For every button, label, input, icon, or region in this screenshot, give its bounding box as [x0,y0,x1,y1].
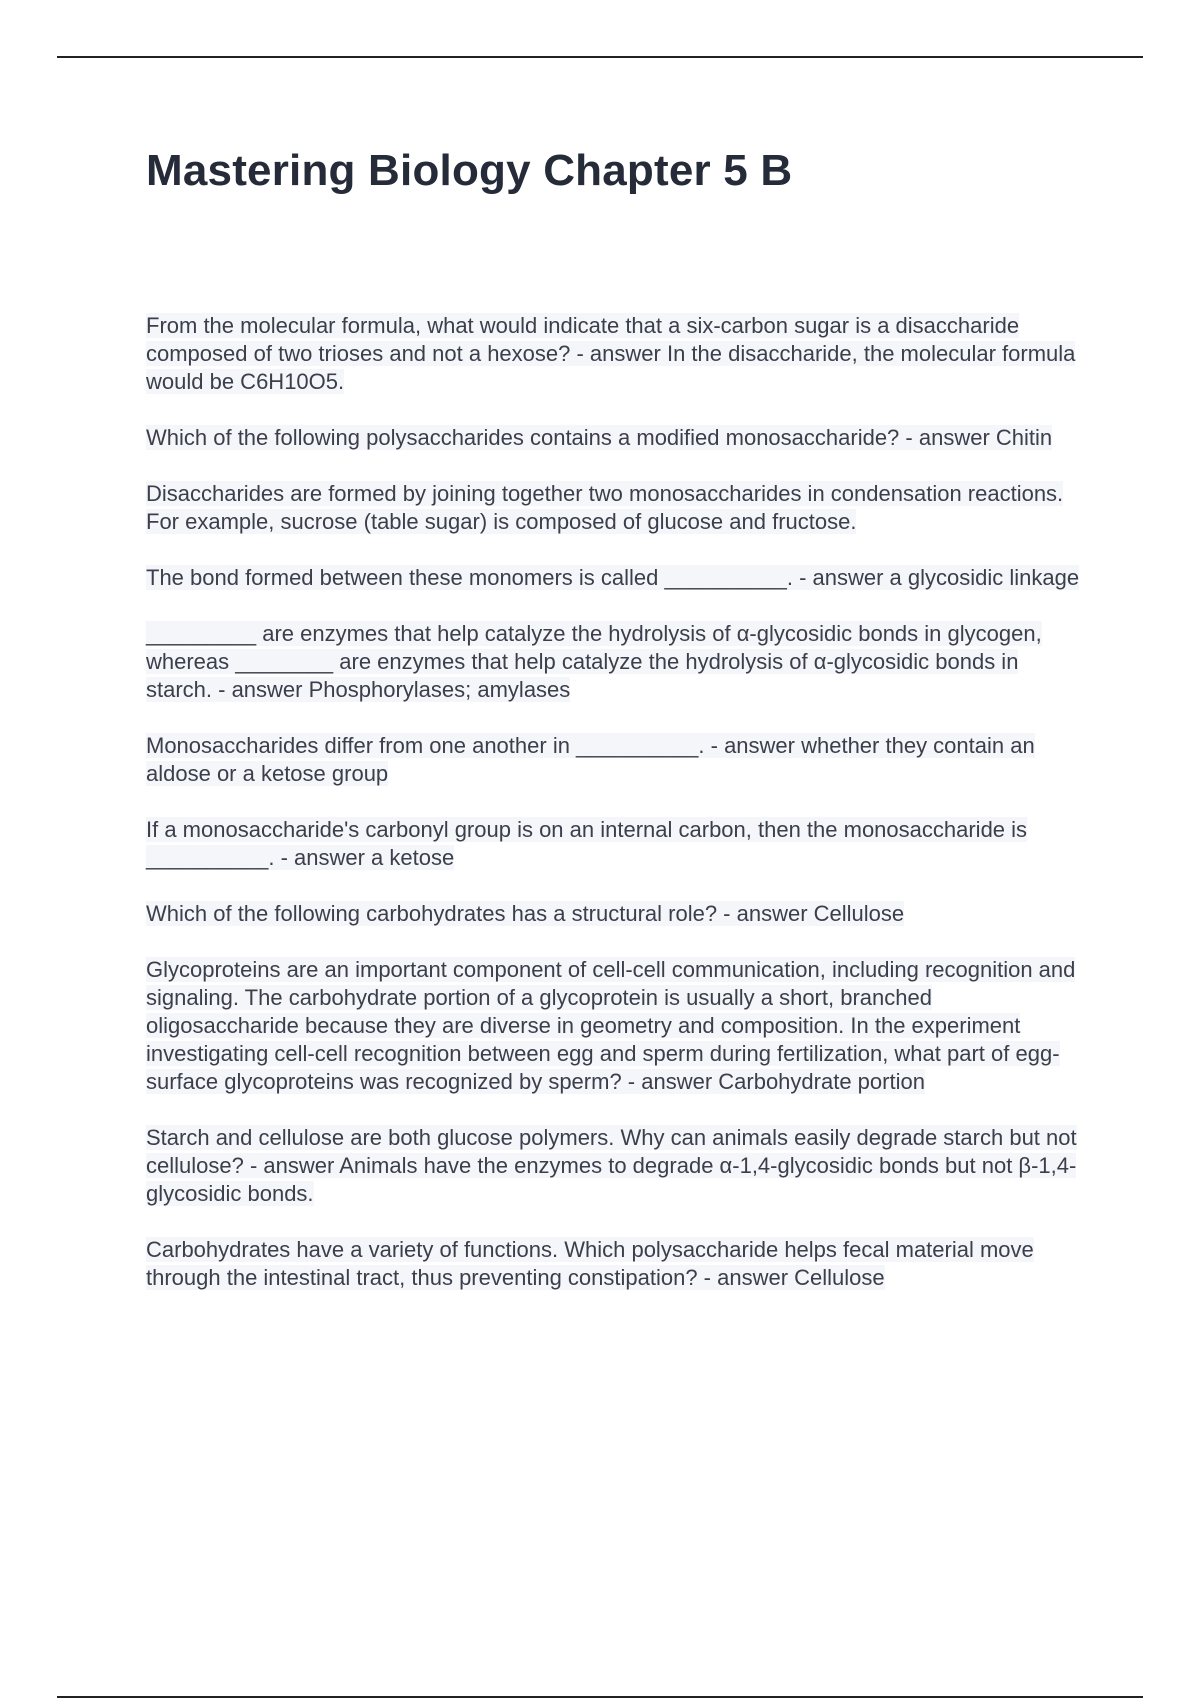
qa-text: If a monosaccharide's carbonyl group is on an internal carbon, then the monosaccharide is __________. - answer a ketose [146,817,1028,870]
qa-item [146,564,1086,592]
qa-text: Monosaccharides differ from one another in __________. - answer whether they contain an aldose or a ketose group [146,733,1035,786]
qa-item [146,620,1086,704]
qa-text: _________ are enzymes that help catalyze the hydrolysis of α-glycosidic bonds in glycogen, whereas ________ are enzymes that help catalyze the hydrolysis of α-glycosidic bonds in starch. - answer Phosphorylases; amylases [146,621,1042,702]
bottom-rule [57,1696,1143,1698]
qa-text: Carbohydrates have a variety of functions. Which polysaccharide helps fecal material move through the intestinal tract, thus preventing constipation? - answer Cellulose [146,1237,1034,1290]
qa-item [146,816,1086,872]
qa-text: Starch and cellulose are both glucose polymers. Why can animals easily degrade starch but not cellulose? - answer Animals have the enzymes to degrade α-1,4-glycosidic bonds but not β-1,4-glycosidic bonds. [146,1125,1077,1206]
qa-item [146,956,1086,1096]
qa-text: The bond formed between these monomers is called __________. - answer a glycosidic linkage [146,565,1080,590]
top-rule [57,56,1143,58]
qa-item [146,900,1086,928]
page-title: Mastering Biology Chapter 5 B [146,146,793,195]
qa-list [146,312,1086,1320]
qa-item [146,424,1086,452]
qa-item [146,732,1086,788]
qa-text: Glycoproteins are an important component of cell-cell communication, including recognition and signaling. The carbohydrate portion of a glycoprotein is usually a short, branched oligosaccharide because they are diverse in geometry and composition. In the experiment investigating cell-cell recognition between egg and sperm during fertilization, what part of egg-surface glycoproteins was recognized by sperm? - answer Carbohydrate portion [146,957,1076,1094]
qa-text: Which of the following polysaccharides contains a modified monosaccharide? - answer Chitin [146,425,1053,450]
qa-text: Which of the following carbohydrates has a structural role? - answer Cellulose [146,901,905,926]
qa-text: Disaccharides are formed by joining together two monosaccharides in condensation reactions. For example, sucrose (table sugar) is composed of glucose and fructose. [146,481,1064,534]
qa-item [146,480,1086,536]
qa-item [146,1124,1086,1208]
qa-item [146,1236,1086,1292]
qa-text: From the molecular formula, what would indicate that a six-carbon sugar is a disaccharide composed of two trioses and not a hexose? - answer In the disaccharide, the molecular formula would be C6H10O5. [146,313,1076,394]
qa-item [146,312,1086,396]
